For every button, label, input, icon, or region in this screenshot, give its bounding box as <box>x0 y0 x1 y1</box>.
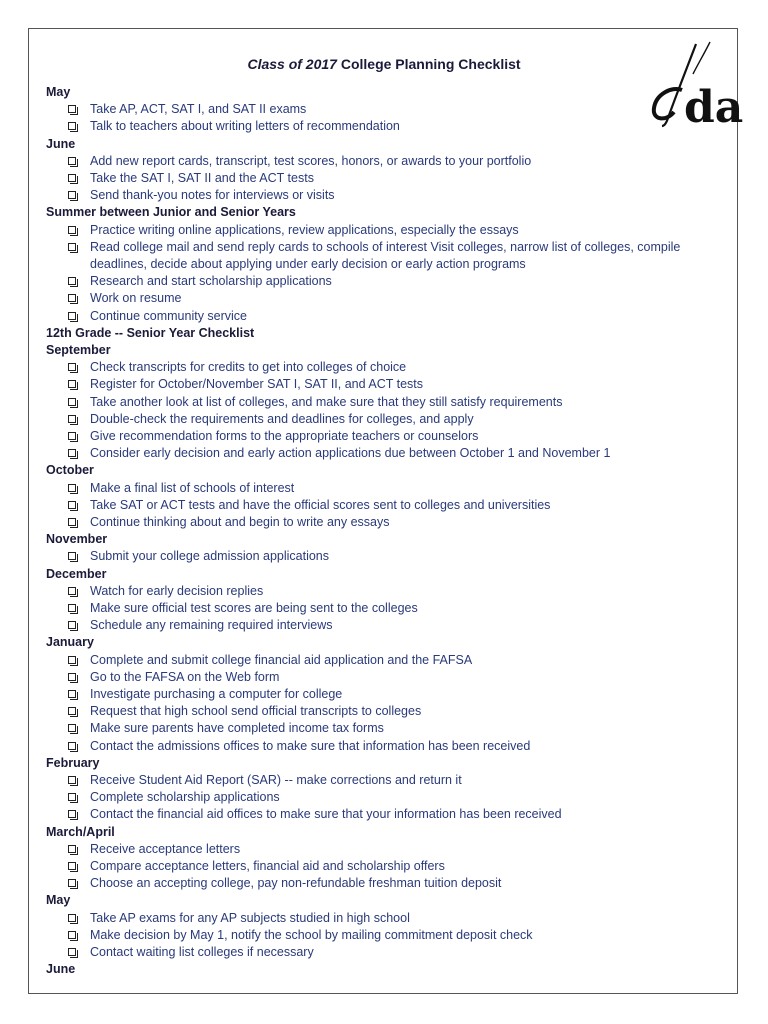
checkbox-icon[interactable] <box>68 948 76 956</box>
section-heading: May <box>46 85 71 99</box>
checklist-item-text: Receive acceptance letters <box>90 841 241 856</box>
checklist-item-text: Make decision by May 1, notify the school by mailing commitment deposit check <box>90 927 533 942</box>
section-heading: May <box>46 893 71 908</box>
checklist-item <box>46 428 726 445</box>
checkbox-icon[interactable] <box>68 518 76 526</box>
checkbox-icon[interactable] <box>68 552 76 560</box>
checklist-item <box>46 187 726 204</box>
checkbox-icon[interactable] <box>68 673 76 681</box>
checklist-item <box>46 910 726 927</box>
checklist-item-text: Take the SAT I, SAT II and the ACT tests <box>90 170 314 185</box>
checklist-item-text: Choose an accepting college, pay non-refundable freshman tuition deposit <box>90 876 502 891</box>
section-heading: 12th Grade -- Senior Year Checklist <box>46 325 255 340</box>
checkbox-icon[interactable] <box>68 105 76 113</box>
checklist-item <box>46 308 726 325</box>
checklist-item <box>46 583 726 600</box>
checklist-item <box>46 153 726 170</box>
section-heading: September <box>46 342 111 357</box>
checklist-item <box>46 600 726 617</box>
section-heading: Summer between Junior and Senior Years <box>46 205 296 220</box>
checklist-item-text: Send thank-you notes for interviews or visits <box>90 188 335 203</box>
checklist-item-text: Take AP exams for any AP subjects studied in high school <box>90 910 410 925</box>
checklist-item-text: Register for October/November SAT I, SAT II, and ACT tests <box>90 377 424 392</box>
checkbox-icon[interactable] <box>68 724 76 732</box>
checklist-item-text: Check transcripts for credits to get into colleges of choice <box>90 360 407 375</box>
checklist-item <box>46 497 726 514</box>
checklist-item <box>46 376 726 393</box>
checklist-item-text: Compare acceptance letters, financial aid and scholarship offers <box>90 858 445 873</box>
checklist-item <box>46 806 726 823</box>
checklist-item <box>46 720 726 737</box>
checkbox-icon[interactable] <box>68 604 76 612</box>
checklist-item <box>46 118 726 135</box>
checkbox-icon[interactable] <box>68 862 76 870</box>
checklist-item <box>46 669 726 686</box>
checklist-item-text: Read college mail and send reply cards to schools of interest Visit colleges, narrow list of colleges, compile deadlines, decide about applying under early decision or early action programs <box>90 239 681 271</box>
checklist-item <box>46 170 726 187</box>
checklist-item-text: Work on resume <box>90 291 182 306</box>
checklist <box>46 84 726 978</box>
checklist-item-text: Research and start scholarship applications <box>90 274 332 289</box>
checklist-item <box>46 359 726 376</box>
checklist-item-text: Continue thinking about and begin to write any essays <box>90 514 390 529</box>
checklist-item-text: Take AP, ACT, SAT I, and SAT II exams <box>90 102 307 117</box>
title-rest: College Planning Checklist <box>336 56 521 72</box>
checklist-item-text: Contact the admissions offices to make sure that information has been received <box>90 738 531 753</box>
checklist-item-text: Contact the financial aid offices to make sure that your information has been received <box>90 807 562 822</box>
checkbox-icon[interactable] <box>68 380 76 388</box>
checkbox-icon[interactable] <box>68 879 76 887</box>
checklist-item-text: Take SAT or ACT tests and have the official scores sent to colleges and universities <box>90 497 551 512</box>
checklist-item <box>46 239 726 273</box>
checklist-item <box>46 101 726 118</box>
checklist-item-text: Double-check the requirements and deadlines for colleges, and apply <box>90 411 474 426</box>
checklist-item-text: Give recommendation forms to the appropriate teachers or counselors <box>90 428 479 443</box>
checkbox-icon[interactable] <box>68 449 76 457</box>
section-heading: November <box>46 532 108 547</box>
checklist-item <box>46 875 726 892</box>
checkbox-icon[interactable] <box>68 793 76 801</box>
checkbox-icon[interactable] <box>68 432 76 440</box>
checklist-item-text: Make sure parents have completed income tax forms <box>90 721 384 736</box>
checkbox-icon[interactable] <box>68 810 76 818</box>
checklist-item <box>46 703 726 720</box>
logo-letter: da <box>684 82 744 133</box>
checkbox-icon[interactable] <box>68 398 76 406</box>
checkbox-icon[interactable] <box>68 277 76 285</box>
checklist-item <box>46 858 726 875</box>
checkbox-icon[interactable] <box>68 226 76 234</box>
checkbox-icon[interactable] <box>68 174 76 182</box>
checkbox-icon[interactable] <box>68 363 76 371</box>
checklist-item-text: Consider early decision and early action applications due between October 1 and November 1 <box>90 446 611 461</box>
checklist-item <box>46 686 726 703</box>
checkbox-icon[interactable] <box>68 484 76 492</box>
checklist-item-text: Talk to teachers about writing letters of recommendation <box>90 119 400 134</box>
checklist-item <box>46 273 726 290</box>
checklist-item <box>46 927 726 944</box>
checklist-item-text: Watch for early decision replies <box>90 583 264 598</box>
checklist-item-text: Submit your college admission applications <box>90 549 330 564</box>
checkbox-icon[interactable] <box>68 122 76 130</box>
checklist-item <box>46 944 726 961</box>
checkbox-icon[interactable] <box>68 707 76 715</box>
checklist-item-text: Schedule any remaining required interviews <box>90 618 333 633</box>
checkbox-icon[interactable] <box>68 157 76 165</box>
title-class-year: Class of 2017 <box>247 56 337 72</box>
checkbox-icon[interactable] <box>68 587 76 595</box>
checkbox-icon[interactable] <box>68 243 76 251</box>
checkbox-icon[interactable] <box>68 690 76 698</box>
checklist-item-text: Go to the FAFSA on the Web form <box>90 669 280 684</box>
checklist-item-text: Investigate purchasing a computer for college <box>90 686 343 701</box>
checklist-item <box>46 480 726 497</box>
checklist-item-text: Complete and submit college financial aid application and the FAFSA <box>90 652 473 667</box>
checklist-item <box>46 772 726 789</box>
checklist-item-text: Make sure official test scores are being sent to the colleges <box>90 600 418 615</box>
checklist-item <box>46 789 726 806</box>
checkbox-icon[interactable] <box>68 415 76 423</box>
section-heading: December <box>46 566 107 581</box>
checkbox-icon[interactable] <box>68 742 76 750</box>
checkbox-icon[interactable] <box>68 656 76 664</box>
checklist-item-text: Continue community service <box>90 308 248 323</box>
checkbox-icon[interactable] <box>68 312 76 320</box>
checklist-item <box>46 290 726 307</box>
checklist-item-text: Add new report cards, transcript, test scores, honors, or awards to your portfolio <box>90 153 532 168</box>
checkbox-icon[interactable] <box>68 845 76 853</box>
checklist-item <box>46 841 726 858</box>
checklist-item-text: Complete scholarship applications <box>90 790 280 805</box>
checkbox-icon[interactable] <box>68 931 76 939</box>
checklist-item-text: Take another look at list of colleges, and make sure that they still satisfy requirements <box>90 394 563 409</box>
checklist-item-text: Request that high school send official transcripts to colleges <box>90 704 422 719</box>
checklist-item <box>46 617 726 634</box>
checklist-item <box>46 514 726 531</box>
checkbox-icon[interactable] <box>68 621 76 629</box>
checkbox-icon[interactable] <box>68 776 76 784</box>
section-heading: March/April <box>46 824 115 839</box>
section-heading: January <box>46 635 94 650</box>
checkbox-icon[interactable] <box>68 914 76 922</box>
section-heading: October <box>46 463 94 478</box>
checklist-item <box>46 548 726 565</box>
section-heading: June <box>46 962 76 977</box>
checklist-item-text: Receive Student Aid Report (SAR) -- make corrections and return it <box>90 772 462 787</box>
checklist-item-text: Make a final list of schools of interest <box>90 480 295 495</box>
checkbox-icon[interactable] <box>68 294 76 302</box>
checkbox-icon[interactable] <box>68 191 76 199</box>
checklist-item <box>46 445 726 462</box>
checklist-item <box>46 738 726 755</box>
checklist-item <box>46 411 726 428</box>
section-heading: June <box>46 136 76 151</box>
checkbox-icon[interactable] <box>68 501 76 509</box>
checklist-item <box>46 394 726 411</box>
checklist-item <box>46 222 726 239</box>
checklist-item-text: Contact waiting list colleges if necessary <box>90 944 314 959</box>
section-heading: February <box>46 755 100 770</box>
checklist-item-text: Practice writing online applications, review applications, especially the essays <box>90 222 519 237</box>
checklist-item <box>46 652 726 669</box>
